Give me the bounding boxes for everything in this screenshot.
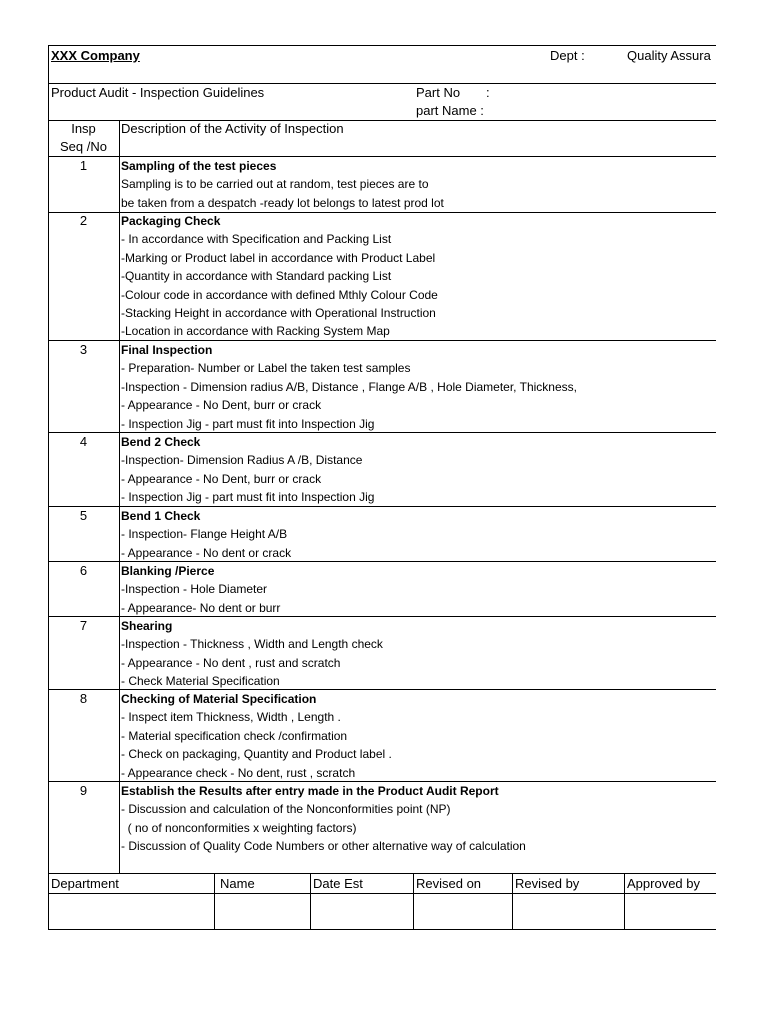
row-3-seq: 3 <box>79 342 88 357</box>
company-name: XXX Company <box>51 48 140 63</box>
row-1-heading: Sampling of the test pieces <box>121 159 277 173</box>
row-8-line-4: - Check on packaging, Quantity and Product label . <box>121 747 392 762</box>
row-7-line-2: -Inspection - Thickness , Width and Length check <box>121 637 383 652</box>
column-header-seq-line2: Seq /No <box>60 139 107 154</box>
row-1-seq: 1 <box>79 158 88 173</box>
row-8-seq: 8 <box>79 691 88 706</box>
footer-approved-by: Approved by <box>627 876 700 891</box>
footer-revised-by: Revised by <box>515 876 580 891</box>
row-2-line-4: -Quantity in accordance with Standard packing List <box>121 269 392 284</box>
row-2-line-5: -Colour code in accordance with defined Mthly Colour Code <box>121 287 438 302</box>
row-9-heading: Establish the Results after entry made in the Product Audit Report <box>121 784 499 798</box>
divider-footer <box>48 873 716 874</box>
footer-divider-4 <box>512 873 513 930</box>
row-7-line-4: - Check Material Specification <box>121 674 280 689</box>
row-6-seq: 6 <box>79 563 88 578</box>
row-9-line-2: - Discussion and calculation of the Nonconformities point (NP) <box>121 802 451 817</box>
border-bottom <box>48 929 716 930</box>
row-6-line-3: - Appearance- No dent or burr <box>121 600 281 615</box>
row-3-description <box>121 341 715 433</box>
row-2-heading: Packaging Check <box>121 214 221 228</box>
border-top <box>48 45 716 46</box>
row-6-description <box>121 562 715 617</box>
row-4-line-2: -Inspection- Dimension Radius A /B, Distance <box>121 453 363 468</box>
row-7-description <box>121 617 715 691</box>
row-3-line-3: -Inspection - Dimension radius A/B, Distance , Flange A/B , Hole Diameter, Thickness, <box>121 379 577 394</box>
row-5-description <box>121 507 715 562</box>
row-5-line-2: - Inspection- Flange Height A/B <box>121 527 288 542</box>
footer-divider-2 <box>310 873 311 930</box>
row-2-line-7: -Location in accordance with Racking System Map <box>121 324 390 339</box>
document-title: Product Audit - Inspection Guidelines <box>51 85 265 100</box>
row-4-seq: 4 <box>79 434 88 449</box>
dept-label: Dept : <box>550 48 585 63</box>
row-2-line-2: - In accordance with Specification and Packing List <box>121 232 392 247</box>
row-2-description <box>121 212 715 341</box>
row-8-heading: Checking of Material Specification <box>121 692 317 706</box>
row-8-line-2: - Inspect item Thickness, Width , Length . <box>121 710 341 725</box>
footer-divider-5 <box>624 873 625 930</box>
footer-department: Department <box>51 876 119 891</box>
row-5-seq: 5 <box>79 508 88 523</box>
row-8-description <box>121 690 715 782</box>
row-4-heading: Bend 2 Check <box>121 435 201 449</box>
row-8-line-5: - Appearance check - No dent, rust , scratch <box>121 765 356 780</box>
divider-footer-header <box>48 893 716 894</box>
row-3-heading: Final Inspection <box>121 343 213 357</box>
footer-revised-on: Revised on <box>416 876 482 891</box>
part-no-label: Part No <box>416 85 461 100</box>
part-no-colon: : <box>486 85 490 100</box>
row-6-line-2: -Inspection - Hole Diameter <box>121 582 268 597</box>
row-9-description <box>121 782 715 856</box>
row-3-line-4: - Appearance - No Dent, burr or crack <box>121 398 322 413</box>
footer-divider-3 <box>413 873 414 930</box>
row-4-description <box>121 433 715 507</box>
row-8-line-3: - Material specification check /confirmation <box>121 728 348 743</box>
row-6-heading: Blanking /Pierce <box>121 564 215 578</box>
row-9-line-3: ( no of nonconformities x weighting factors) <box>121 820 357 835</box>
row-3-line-2: - Preparation- Number or Label the taken test samples <box>121 361 411 376</box>
row-9-line-4: - Discussion of Quality Code Numbers or other alternative way of calculation <box>121 839 526 854</box>
column-header-seq-line1: Insp <box>71 121 96 136</box>
row-4-line-4: - Inspection Jig - part must fit into Inspection Jig <box>121 490 375 505</box>
part-name-label: part Name : <box>416 103 484 118</box>
row-2-seq: 2 <box>79 213 88 228</box>
row-4-line-3: - Appearance - No Dent, burr or crack <box>121 471 322 486</box>
row-5-line-3: - Appearance - No dent or crack <box>121 545 292 560</box>
dept-value: Quality Assura <box>627 48 711 63</box>
row-1-line-2: Sampling is to be carried out at random, test pieces are to <box>121 177 429 192</box>
row-9-seq: 9 <box>79 783 88 798</box>
row-1-description <box>121 157 715 212</box>
footer-name: Name <box>220 876 255 891</box>
inspection-guideline-sheet <box>48 45 716 930</box>
row-7-seq: 7 <box>79 618 88 633</box>
row-7-line-3: - Appearance - No dent , rust and scratch <box>121 655 341 670</box>
footer-divider-1 <box>214 873 215 930</box>
column-divider-seq <box>119 120 120 874</box>
column-header-description: Description of the Activity of Inspection <box>121 121 344 136</box>
row-2-line-3: -Marking or Product label in accordance with Product Label <box>121 250 436 265</box>
row-3-line-5: - Inspection Jig - part must fit into Inspection Jig <box>121 416 375 431</box>
footer-date-est: Date Est <box>313 876 363 891</box>
row-1-line-3: be taken from a despatch -ready lot belongs to latest prod lot <box>121 195 444 210</box>
row-5-heading: Bend 1 Check <box>121 509 201 523</box>
row-2-line-6: -Stacking Height in accordance with Operational Instruction <box>121 305 436 320</box>
row-7-heading: Shearing <box>121 619 173 633</box>
